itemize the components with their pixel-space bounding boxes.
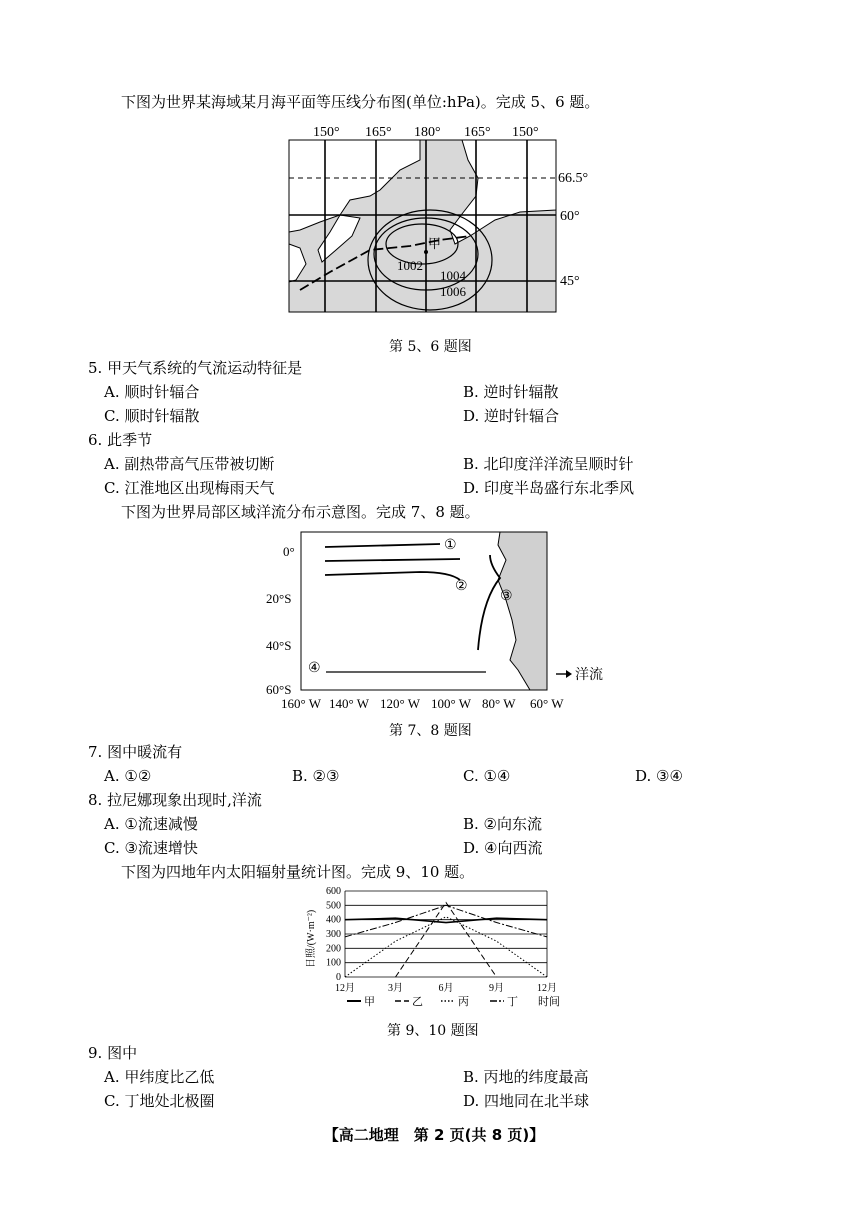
- chart-series-丙: [345, 917, 547, 977]
- map1-lon-label: 150°: [512, 125, 539, 140]
- map1-lon-label: 150°: [313, 125, 340, 140]
- chart-x-tick: 9月: [489, 983, 504, 994]
- q8-option-d: D. ④向西流: [463, 839, 543, 857]
- q7-option-c: C. ①④: [463, 767, 511, 785]
- map2-lon-label: 160° W: [281, 696, 321, 711]
- q9-option-c: C. 丁地处北极圈: [104, 1092, 215, 1110]
- chart-x-tick: 6月: [438, 983, 454, 994]
- radiation-chart: [0, 882, 868, 1012]
- q5-option-b: B. 逆时针辐散: [463, 383, 559, 401]
- intro-7-8: 下图为世界局部区域洋流分布示意图。完成 7、8 题。: [121, 503, 480, 521]
- q7-option-b: B. ②③: [292, 767, 340, 785]
- q8-option-a: A. ①流速减慢: [104, 815, 198, 833]
- map1-caption: 第 5、6 题图: [389, 339, 472, 355]
- q5-stem: 5. 甲天气系统的气流运动特征是: [88, 359, 303, 377]
- q9-option-d: D. 四地同在北半球: [463, 1092, 590, 1110]
- map2-lon-label: 80° W: [482, 696, 516, 711]
- chart-y-tick: 500: [326, 900, 341, 912]
- current-label: ②: [455, 579, 468, 594]
- q8-option-b: B. ②向东流: [463, 815, 543, 833]
- page-footer: 【高二地理 第 2 页(共 8 页)】: [323, 1126, 545, 1144]
- chart-series-甲: [345, 918, 547, 922]
- isobar-label: 1006: [440, 284, 466, 299]
- map2-lon-label: 120° W: [380, 696, 420, 711]
- chart-series-乙: [396, 902, 497, 977]
- map2-lat-label: 40°S: [266, 638, 292, 653]
- q9-option-b: B. 丙地的纬度最高: [463, 1068, 589, 1086]
- chart-y-tick: 400: [326, 914, 341, 926]
- q5-option-c: C. 顺时针辐散: [104, 407, 200, 425]
- map1-lat-label: 66.5°: [558, 171, 589, 186]
- map1-lon-label: 180°: [414, 125, 441, 140]
- legend-label: 丁: [507, 996, 518, 1008]
- q6-stem: 6. 此季节: [88, 431, 153, 449]
- current-label: ①: [444, 538, 457, 553]
- q7-option-a: A. ①②: [104, 767, 152, 785]
- center-label: 甲: [428, 236, 442, 251]
- legend-label: 丙: [458, 996, 469, 1008]
- q8-stem: 8. 拉尼娜现象出现时,洋流: [88, 791, 262, 809]
- current-label: ③: [500, 589, 513, 604]
- q6-option-b: B. 北印度洋洋流呈顺时针: [463, 455, 634, 473]
- chart-x-tick: 12月: [335, 983, 355, 994]
- map1-lon-label: 165°: [464, 125, 491, 140]
- q6-option-d: D. 印度半岛盛行东北季风: [463, 479, 635, 497]
- q7-stem: 7. 图中暖流有: [88, 743, 183, 761]
- chart-x-tick: 12月: [537, 983, 557, 994]
- intro-5-6: 下图为世界某海域某月海平面等压线分布图(单位:hPa)。完成 5、6 题。: [121, 93, 600, 111]
- isobar-label: 1004: [440, 268, 466, 283]
- map1-lat-label: 45°: [560, 274, 580, 289]
- map1-lat-label: 60°: [560, 209, 580, 224]
- q8-option-c: C. ③流速增快: [104, 839, 198, 857]
- legend-label: 乙: [412, 996, 423, 1008]
- chart-y-tick: 300: [326, 929, 341, 940]
- q5-option-d: D. 逆时针辐合: [463, 407, 560, 425]
- chart-y-tick: 200: [326, 943, 341, 955]
- map2-lon-label: 60° W: [530, 696, 564, 711]
- map2-lon-label: 140° W: [329, 696, 369, 711]
- chart-caption: 第 9、10 题图: [387, 1023, 479, 1039]
- isobar-label: 1002: [397, 258, 423, 273]
- q6-option-a: A. 副热带高气压带被切断: [104, 455, 275, 473]
- chart-y-tick: 600: [326, 886, 341, 897]
- map2-lat-label: 60°S: [266, 682, 292, 697]
- map1-lon-label: 165°: [365, 125, 392, 140]
- chart-x-tick: 3月: [388, 983, 403, 994]
- q6-option-c: C. 江淮地区出现梅雨天气: [104, 479, 275, 497]
- chart-series-丁: [345, 905, 547, 937]
- map2-lat-label: 20°S: [266, 591, 292, 606]
- legend-label: 甲: [364, 996, 375, 1008]
- chart-y-tick: 0: [336, 972, 341, 983]
- chart-xlabel: 时间: [538, 996, 560, 1008]
- q7-option-d: D. ③④: [635, 767, 683, 785]
- map2-caption: 第 7、8 题图: [389, 723, 472, 739]
- chart-y-tick: 100: [326, 957, 341, 969]
- intro-9-10: 下图为四地年内太阳辐射量统计图。完成 9、10 题。: [121, 863, 475, 881]
- q9-stem: 9. 图中: [88, 1044, 138, 1062]
- ocean-current-map: [0, 525, 868, 715]
- q5-option-a: A. 顺时针辐合: [104, 383, 200, 401]
- map2-lat-label: 0°: [283, 544, 295, 559]
- map2-lon-label: 100° W: [431, 696, 471, 711]
- current-label: ④: [308, 661, 321, 676]
- legend-label: 洋流: [575, 668, 603, 683]
- q9-option-a: A. 甲纬度比乙低: [104, 1068, 215, 1086]
- chart-ylabel: 日照/(W·m⁻²): [306, 909, 317, 968]
